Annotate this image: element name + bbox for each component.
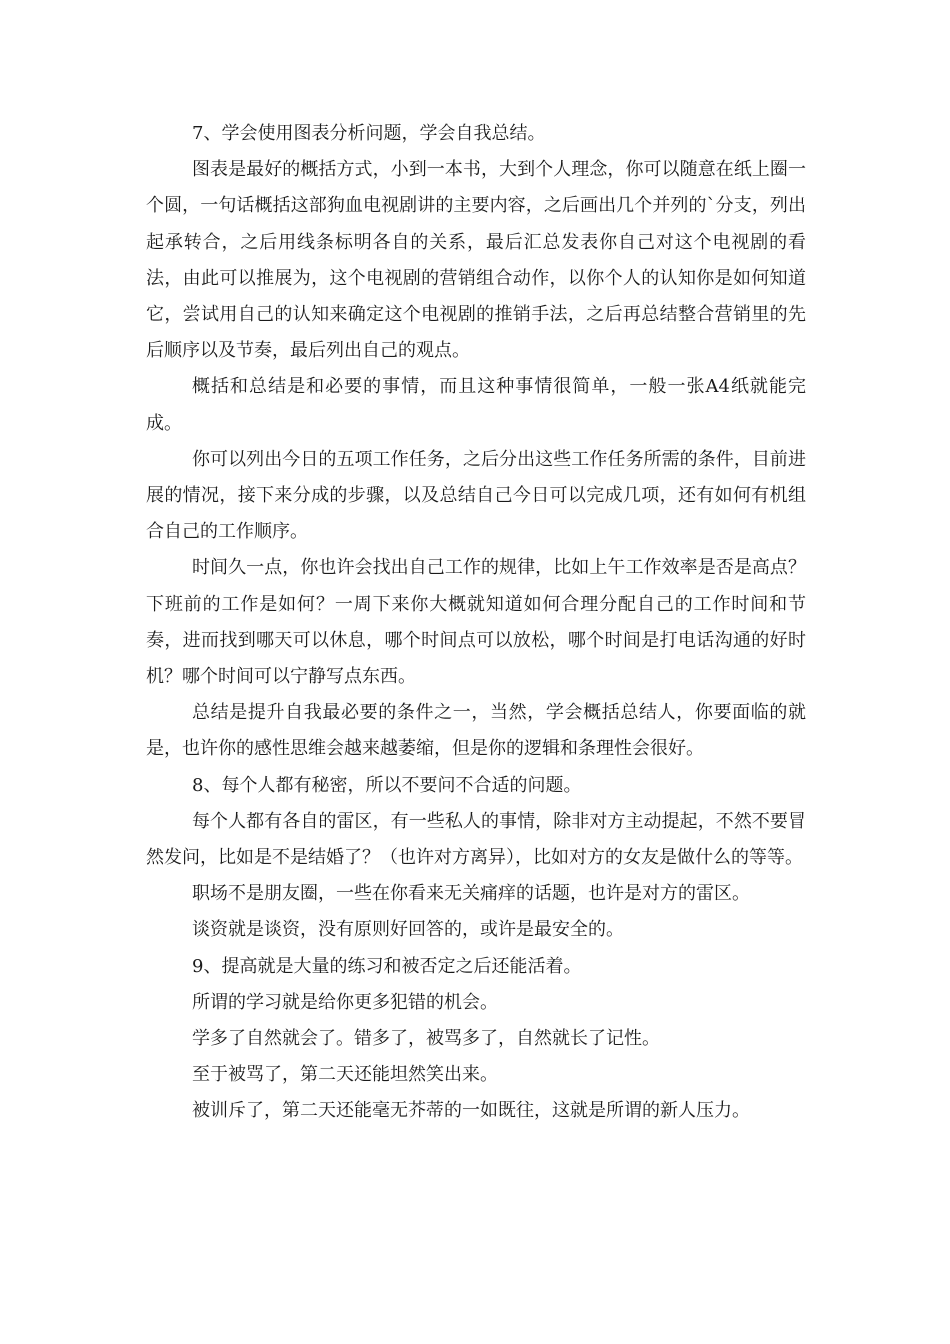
paragraph-heading-8: 8、每个人都有秘密，所以不要问不合适的问题。 bbox=[192, 774, 582, 796]
paragraph: 图表是最好的概括方式，小到一本书，大到个人理念，你可以随意在纸上圈一个圆，一句话概括这部狗血电视剧讲的主要内容，之后画出几个并列的`分支，列出起承转合，之后用线条标明各自的关系，最后汇总发表你自己对这个电视剧的看法，由此可以推展为，这个电视剧的营销组合动作，以你个人的认知你是如何知道它，尝试用自己的认知来确定这个电视剧的推销手法，之后再总结整合营销里的先后顺序以及节奏，最后列出自己的观点。 bbox=[146, 159, 806, 362]
paragraph: 职场不是朋友圈，一些在你看来无关痛痒的话题，也许是对方的雷区。 bbox=[192, 883, 750, 905]
paragraph-heading-9: 9、提高就是大量的练习和被否定之后还能活着。 bbox=[192, 955, 582, 977]
paragraph: 被训斥了，第二天还能毫无芥蒂的一如既往，这就是所谓的新人压力。 bbox=[192, 1100, 750, 1122]
paragraph-heading-7: 7、学会使用图表分析问题，学会自我总结。 bbox=[192, 123, 546, 144]
paragraph: 总结是提升自我最必要的条件之一，当然，学会概括总结人，你要面临的就是，也许你的感性思维会越来越萎缩，但是你的逻辑和条理性会很好。 bbox=[146, 702, 806, 760]
paragraph: 你可以列出今日的五项工作任务，之后分出这些工作任务所需的条件，目前进展的情况，接下来分成的步骤，以及总结自己今日可以完成几项，还有如何有机组合自己的工作顺序。 bbox=[146, 448, 806, 543]
paragraph: 谈资就是谈资，没有原则好回答的，或许是最安全的。 bbox=[192, 919, 624, 941]
paragraph: 时间久一点，你也许会找出自己工作的规律，比如上午工作效率是否是高点？下班前的工作是如何？一周下来你大概就知道如何合理分配自己的工作时间和节奏，进而找到哪天可以休息，哪个时间点可以放松，哪个时间是打电话沟通的好时机？哪个时间可以宁静写点东西。 bbox=[146, 557, 806, 688]
paragraph: 所谓的学习就是给你更多犯错的机会。 bbox=[192, 991, 498, 1013]
document-body bbox=[146, 116, 806, 1130]
paragraph: 至于被骂了，第二天还能坦然笑出来。 bbox=[192, 1064, 498, 1086]
paragraph: 概括和总结是和必要的事情，而且这种事情很简单，一般一张A4纸就能完成。 bbox=[146, 376, 806, 434]
paragraph: 每个人都有各自的雷区，有一些私人的事情，除非对方主动提起，不然不要冒然发问，比如是不是结婚了？（也许对方离异），比如对方的女友是做什么的等等。 bbox=[146, 810, 806, 869]
paragraph: 学多了自然就会了。错多了，被骂多了，自然就长了记性。 bbox=[192, 1028, 660, 1050]
